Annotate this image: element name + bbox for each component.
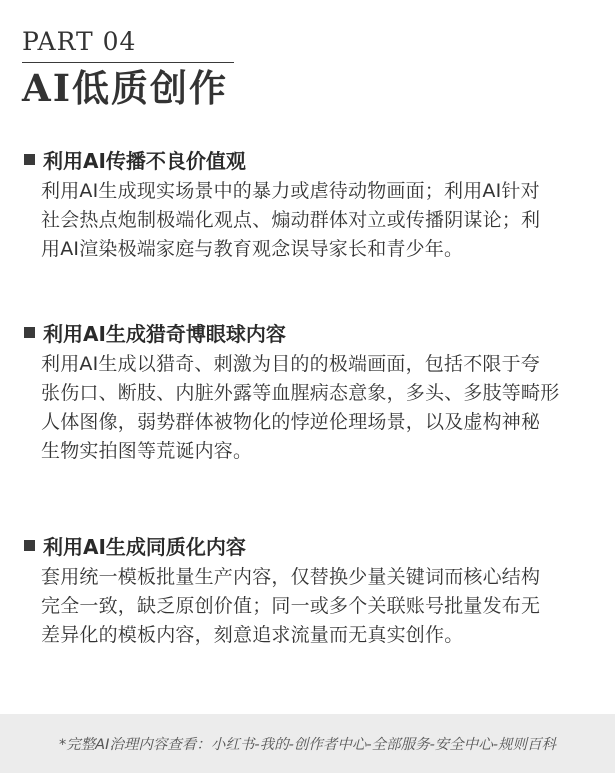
section-body: [41, 350, 601, 466]
section-title-row: [22, 143, 602, 175]
section-body: [41, 177, 601, 264]
footer-note: *完整AI治理内容查看：小红书-我的-创作者中心-全部服务-安全中心-规则百科: [58, 737, 557, 753]
body-line: 利用AI生成以猎奇、刺激为目的的极端画面，包括不限于夸: [41, 353, 541, 375]
body-line: 利用AI生成现实场景中的暴力或虐待动物画面；利用AI针对: [41, 180, 540, 202]
square-bullet-icon: [24, 154, 35, 165]
body-line: 差异化的模板内容，刻意追求流量而无真实创作。: [41, 624, 464, 646]
page-title: AI低质创作: [22, 66, 229, 110]
section-title: 利用AI生成猎奇博眼球内容: [43, 321, 286, 346]
body-line: 套用统一模板批量生产内容，仅替换少量关键词而核心结构: [41, 566, 541, 588]
section-title: 利用AI生成同质化内容: [43, 534, 246, 559]
body-line: 社会热点炮制极端化观点、煽动群体对立或传播阴谋论；利: [41, 209, 541, 231]
body-line: 完全一致，缺乏原创价值；同一或多个关联账号批量发布无: [41, 595, 541, 617]
section-body: [41, 563, 601, 650]
square-bullet-icon: [24, 540, 35, 551]
section-harmful-values: [22, 143, 602, 264]
part-label: PART 04: [22, 27, 137, 56]
section-title: 利用AI传播不良价值观: [43, 148, 246, 173]
section-sensational-content: [22, 316, 602, 466]
body-line: 人体图像，弱势群体被物化的悖逆伦理场景，以及虚构神秘: [41, 411, 541, 433]
section-homogeneous-content: [22, 529, 602, 650]
body-line: 用AI渲染极端家庭与教育观念误导家长和青少年。: [41, 238, 464, 260]
section-title-row: [22, 529, 602, 561]
body-line: 张伤口、断肢、内脏外露等血腥病态意象，多头、多肢等畸形: [41, 382, 560, 404]
body-line: 生物实拍图等荒诞内容。: [41, 440, 253, 462]
square-bullet-icon: [24, 327, 35, 338]
part-header: [22, 24, 234, 111]
section-title-row: [22, 316, 602, 348]
footer-note-bar: [0, 714, 615, 773]
header-divider: [22, 62, 234, 63]
